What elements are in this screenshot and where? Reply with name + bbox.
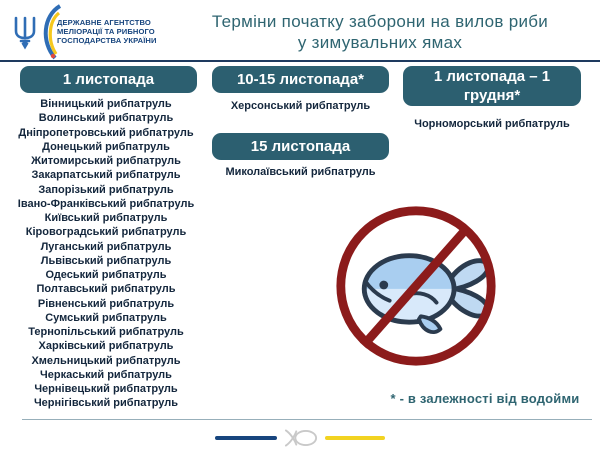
list-item: Запорізький рибпатруль — [38, 183, 174, 196]
list-item: Івано-Франківський рибпатруль — [17, 197, 195, 210]
list-item: Харківський рибпатруль — [38, 340, 174, 353]
list-item: Закарпатський рибпатруль — [31, 169, 181, 182]
list-item: Львівський рибпатруль — [40, 254, 172, 267]
list-item: Хмельницький рибпатруль — [31, 354, 181, 367]
blue-bar — [215, 436, 277, 440]
patrol-list-november-1 — [0, 97, 212, 411]
agency-name-line: ГОСПОДАРСТВА УКРАЇНИ — [57, 35, 157, 45]
list-item: Луганський рибпатруль — [40, 240, 172, 253]
list-item: Вінницький рибпатруль — [40, 98, 172, 110]
list-item: Чернігівський рибпатруль — [33, 397, 179, 410]
badge-label: 1 листопада – 1 грудня* — [433, 68, 551, 104]
list-item: Сумський рибпатруль — [45, 311, 167, 324]
list-item: Київський рибпатруль — [44, 212, 168, 224]
badge-november-15: 15 листопада — [212, 133, 389, 160]
list-item: Чорноморський рибпатруль — [414, 118, 570, 130]
list-item: Черкаський рибпатруль — [40, 368, 172, 381]
list-item: Донецький рибпатруль — [42, 140, 170, 153]
list-item: Волинський рибпатруль — [38, 112, 174, 125]
list-item: Кіровоградський рибпатруль — [25, 226, 187, 239]
badge-november-1: 1 листопада — [20, 66, 197, 93]
agency-name — [57, 19, 167, 46]
footer-divider — [22, 419, 592, 420]
fish-outline-icon — [284, 428, 318, 448]
no-fishing-icon — [333, 203, 499, 369]
list-item: Дніпропетровський рибпатруль — [18, 126, 194, 139]
ukraine-trident-icon — [13, 13, 37, 53]
header-divider — [0, 60, 600, 62]
badge-november1-december1 — [403, 66, 581, 106]
list-item: Миколаївський рибпатруль — [225, 166, 376, 178]
list-item: Рівненський рибпатруль — [37, 297, 175, 310]
list-item: Полтавський рибпатруль — [36, 283, 176, 296]
list-item: Одеський рибпатруль — [45, 269, 167, 281]
list-item: Житомирський рибпатруль — [31, 155, 181, 167]
list-item: Чернівецький рибпатруль — [34, 383, 178, 395]
agency-name-line: ДЕРЖАВНЕ АГЕНТСТВО — [57, 18, 151, 27]
yellow-bar — [325, 436, 385, 440]
list-item: Тернопільський рибпатруль — [28, 326, 184, 338]
footer-decoration — [0, 429, 600, 447]
list-item: Херсонський рибпатруль — [230, 100, 371, 112]
footnote: * - в залежності від водойми — [390, 391, 580, 406]
badge-november-10-15: 10-15 листопада* — [212, 66, 389, 93]
page-title: Терміни початку заборони на вилов риби у зимувальних ямах — [211, 12, 549, 52]
agency-name-line: МЕЛІОРАЦІЇ ТА РИБНОГО — [57, 26, 155, 36]
